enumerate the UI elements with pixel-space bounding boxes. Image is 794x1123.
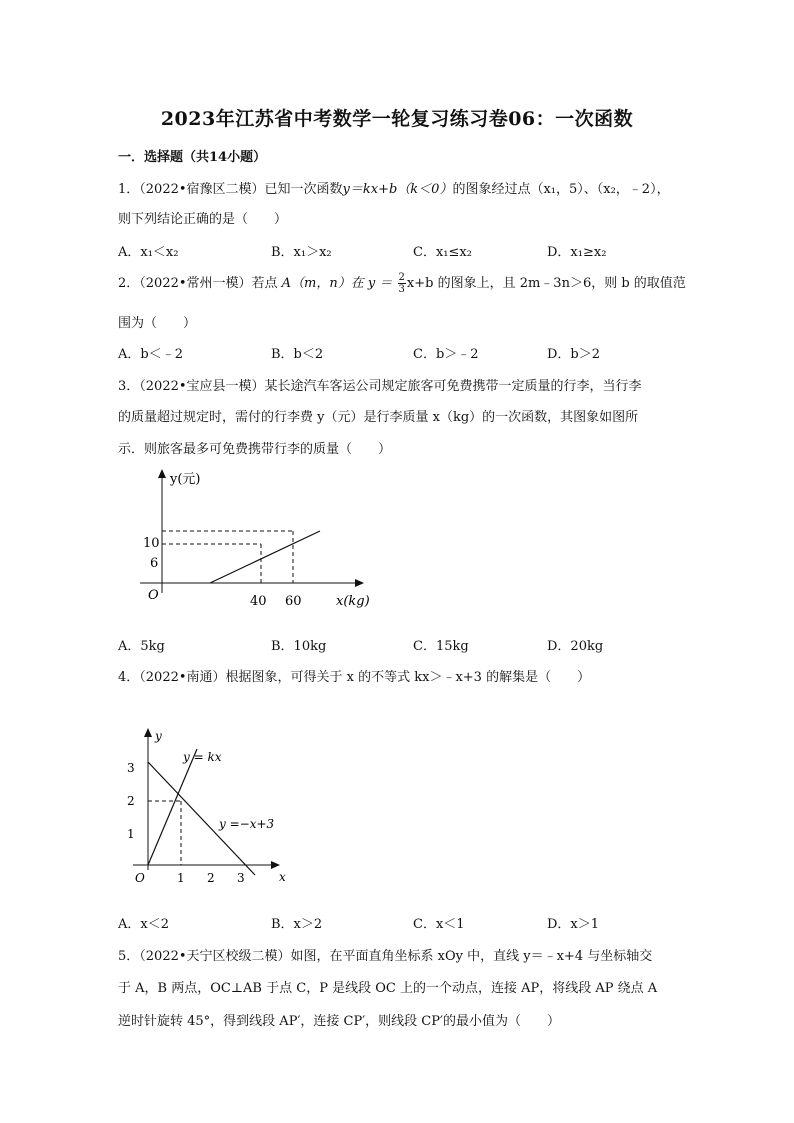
q3-line2: 的质量超过规定时，需付的行李费 y（元）是行李质量 x（kg）的一次函数，其图象如图所 [118, 410, 639, 425]
q3-line1: 3．（2022•宝应县一模）某长途汽车客运公司规定旅客可免费携带一定质量的行李，当行李 [118, 379, 642, 394]
q1-line1-pre: 1．（2022•宿豫区二模）已知一次函数 [118, 182, 343, 197]
q3-option-c[interactable]: C．15kg [413, 639, 469, 654]
q1-line1-post: 的图象经过点（x₁，5）、（x₂，﹣2）， [452, 182, 670, 197]
q4-option-d[interactable]: D．x＞1 [547, 917, 600, 932]
q2-option-b[interactable]: B．b＜2 [271, 347, 324, 362]
q1-option-d[interactable]: D．x₁≥x₂ [547, 245, 607, 260]
q1-option-b[interactable]: B．x₁＞x₂ [271, 245, 332, 260]
q2-line1-post: x+b 的图象上，且 2m﹣3n＞6，则 b 的取值范 [406, 276, 686, 291]
q4-y-tick-1: 1 [127, 827, 135, 841]
q4-option-c[interactable]: C．x＜1 [413, 917, 465, 932]
q3-y-tick-6: 6 [150, 556, 159, 571]
q2-line1-pre: 2．（2022•常州一模）若点 [118, 276, 278, 291]
q4-x-label: x [279, 870, 286, 884]
q3-line [210, 531, 320, 583]
q1-line2: 则下列结论正确的是（ ） [118, 212, 288, 227]
q1-option-a[interactable]: A．x₁＜x₂ [118, 245, 179, 260]
q5-line3: 逆时针旋转 45°，得到线段 AP′，连接 CP′，则线段 CP′的最小值为（ ） [118, 1014, 560, 1029]
q3-y-label: y(元) [170, 472, 201, 487]
q1-formula: y＝kx+b（k＜0） [342, 182, 453, 197]
q3-line3: 示．则旅客最多可免费携带行李的质量（ ） [118, 442, 392, 457]
q3-y-tick-10: 10 [143, 536, 160, 551]
q4-x-tick-3: 3 [237, 871, 245, 885]
q3-origin: O [148, 588, 159, 603]
q5-line1: 5．（2022•天宁区校级二模）如图，在平面直角坐标系 xOy 中，直线 y＝﹣x+4 与坐标轴交 [118, 949, 653, 964]
q4-y-label: y [155, 729, 162, 743]
q2-option-a[interactable]: A．b＜﹣2 [118, 347, 183, 362]
q3-option-b[interactable]: B．10kg [271, 639, 327, 654]
q4-x-tick-2: 2 [207, 871, 215, 885]
q4-label-kx: y = kx [183, 750, 222, 764]
q4-y-tick-3: 3 [127, 761, 135, 775]
q3-option-a[interactable]: A．5kg [118, 639, 165, 654]
q3-y-arrow [158, 469, 166, 478]
q2-option-c[interactable]: C．b＞﹣2 [413, 347, 479, 362]
q3-graph [130, 465, 380, 615]
q4-x-tick-1: 1 [177, 871, 185, 885]
section-heading: 一．选择题（共14小题） [118, 150, 267, 165]
q3-x-tick-40: 40 [250, 594, 267, 609]
q2-frac-den: 3 [398, 284, 405, 295]
q4-line1: 4．（2022•南通）根据图象，可得关于 x 的不等式 kx＞﹣x+3 的解集是（ ） [118, 670, 591, 685]
q1-option-c[interactable]: C．x₁≤x₂ [413, 245, 472, 260]
q4-origin: O [135, 871, 145, 885]
q4-x-arrow [271, 861, 280, 869]
q2-line2: 围为（ ） [118, 316, 197, 331]
page-title: 2023年江苏省中考数学一轮复习练习卷06：一次函数 [160, 108, 634, 130]
q4-y-tick-2: 2 [127, 794, 135, 808]
q2-fraction [398, 272, 406, 295]
q4-option-a[interactable]: A．x＜2 [118, 917, 169, 932]
q2-option-d[interactable]: D．b＞2 [547, 347, 601, 362]
q4-line-kx [148, 749, 197, 865]
q5-line2: 于 A，B 两点，OC⊥AB 于点 C，P 是线段 OC 上的一个动点，连接 AP，将线段 AP 绕点 A [118, 981, 658, 996]
q4-graph [115, 720, 305, 890]
q2-line1 [118, 272, 686, 295]
q1-line1 [118, 178, 670, 197]
q2-point: A（m，n）在 y ＝ [281, 276, 393, 291]
q4-label-neg: y =−x+3 [219, 817, 275, 831]
q3-x-label: x(kg) [336, 594, 370, 609]
q2-frac-num: 2 [398, 272, 405, 283]
q3-option-d[interactable]: D．20kg [547, 639, 604, 654]
q4-y-arrow [144, 728, 152, 737]
q4-option-b[interactable]: B．x＞2 [271, 917, 323, 932]
q3-x-arrow [355, 579, 364, 587]
q3-x-tick-60: 60 [285, 594, 302, 609]
